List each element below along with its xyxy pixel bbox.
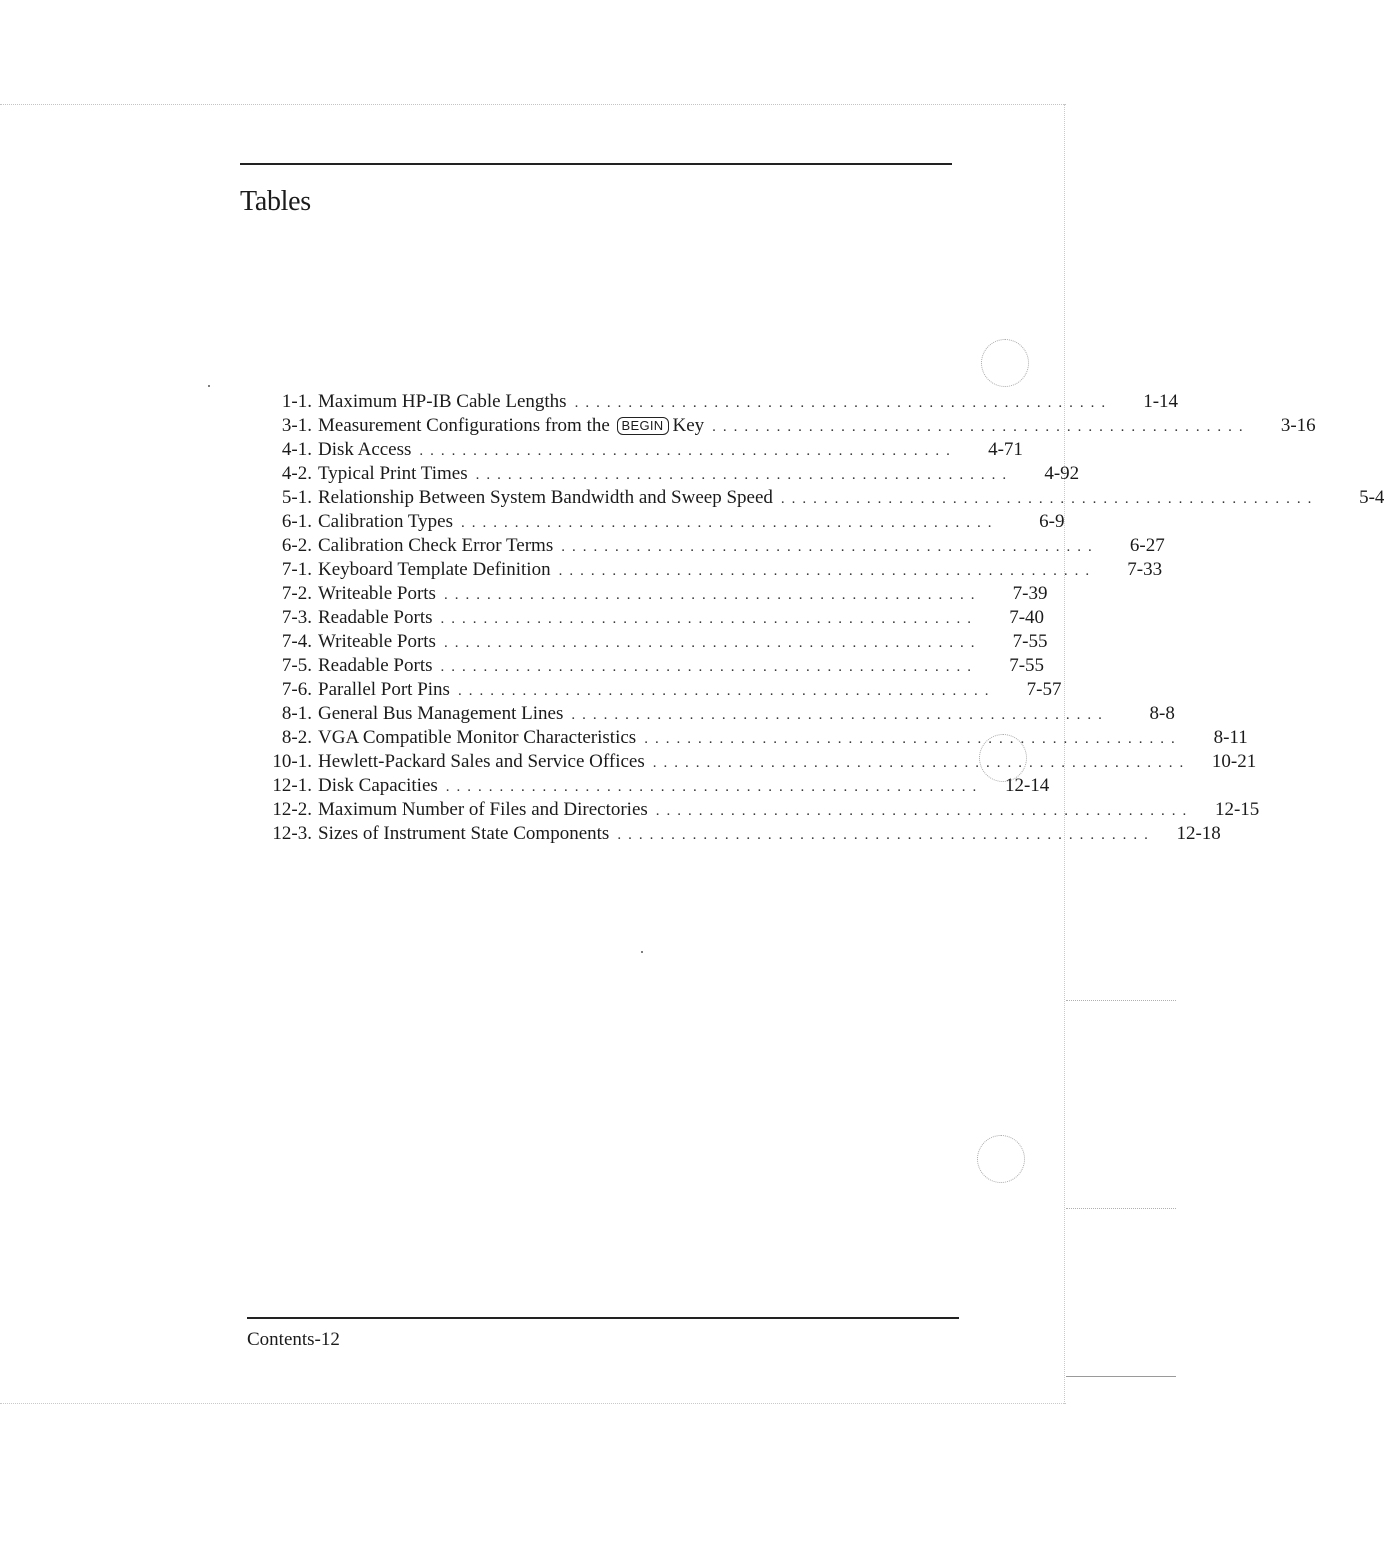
- entry-number: 1-1.: [281, 391, 312, 412]
- entry-title: General Bus Management Lines: [318, 703, 564, 724]
- entry-number: 8-2.: [281, 727, 312, 748]
- dot-leader: ..................................................: [440, 611, 979, 627]
- dot-leader: ..................................................: [445, 779, 984, 795]
- entry-title: Relationship Between System Bandwidth and Sweep Speed: [318, 487, 773, 508]
- entry-number: 8-1.: [281, 703, 312, 724]
- list-item: [262, 822, 1221, 846]
- punch-hole-icon: [981, 339, 1029, 387]
- entry-number: 5-1.: [281, 487, 312, 508]
- dot-leader: ..................................................: [644, 731, 1182, 747]
- entry-title: Sizes of Instrument State Components: [318, 823, 610, 844]
- entry-page: 7-39: [1012, 583, 1048, 604]
- entry-page: 3-16: [1280, 415, 1316, 436]
- list-item: [262, 726, 1248, 750]
- dot-leader: ..................................................: [461, 515, 999, 531]
- entry-number: 7-5.: [281, 655, 312, 676]
- list-item: [262, 630, 1048, 654]
- entry-number: 12-1.: [272, 775, 312, 796]
- entry-title: Calibration Check Error Terms: [318, 535, 554, 556]
- dot-leader: ..................................................: [443, 587, 982, 603]
- scan-side-mark: [1066, 1376, 1176, 1377]
- list-item: [262, 798, 1260, 822]
- entry-number: 6-2.: [281, 535, 312, 556]
- entry-title: Disk Capacities: [318, 775, 438, 796]
- entry-page: 7-55: [1009, 655, 1045, 676]
- entry-title: Hewlett-Packard Sales and Service Offices: [318, 751, 645, 772]
- entry-page: 4-92: [1044, 463, 1080, 484]
- entry-title: Calibration Types: [318, 511, 453, 532]
- header-rule: [240, 163, 952, 165]
- entry-page: 12-18: [1176, 823, 1221, 844]
- dot-leader: ..................................................: [457, 683, 996, 699]
- entry-title: Parallel Port Pins: [318, 679, 450, 700]
- table-list: [262, 390, 1384, 846]
- entry-title: Keyboard Template Definition: [318, 559, 551, 580]
- entry-title: Readable Ports: [318, 607, 433, 628]
- list-item: [262, 510, 1065, 534]
- dot-leader: ..................................................: [712, 419, 1250, 435]
- entry-number: 4-1.: [281, 439, 312, 460]
- dot-leader: ..................................................: [475, 467, 1014, 483]
- entry-title: Writeable Ports: [318, 583, 436, 604]
- punch-hole-icon: [977, 1135, 1025, 1183]
- entry-page: 5-4: [1359, 487, 1384, 508]
- entry-page: 10-21: [1211, 751, 1257, 772]
- entry-title: Writeable Ports: [318, 631, 436, 652]
- dot-leader: ..................................................: [558, 563, 1097, 579]
- page-footer: Contents-12: [247, 1329, 340, 1350]
- dot-leader: ..................................................: [419, 443, 957, 459]
- speck: [208, 385, 210, 387]
- begin-key-icon: BEGIN: [617, 417, 669, 435]
- entry-title: VGA Compatible Monitor Characteristics: [318, 727, 637, 748]
- dot-leader: ..................................................: [561, 539, 1099, 555]
- entry-page: 1-14: [1143, 391, 1179, 412]
- dot-leader: ..................................................: [780, 491, 1319, 507]
- list-item: [262, 678, 1062, 702]
- list-item: [262, 534, 1165, 558]
- scan-side-mark: [1066, 1000, 1176, 1001]
- entry-number: 7-1.: [281, 559, 312, 580]
- entry-page: 6-9: [1039, 511, 1065, 532]
- list-item: [262, 774, 1050, 798]
- list-item: [262, 462, 1080, 486]
- dot-leader: ..................................................: [443, 635, 982, 651]
- list-item: [262, 390, 1179, 414]
- entry-title: Typical Print Times: [318, 463, 468, 484]
- entry-page: 7-57: [1026, 679, 1062, 700]
- entry-page: 7-40: [1009, 607, 1045, 628]
- entry-title: [318, 414, 704, 438]
- entry-title: Maximum HP-IB Cable Lengths: [318, 391, 567, 412]
- entry-number: 7-6.: [281, 679, 312, 700]
- entry-title: Disk Access: [318, 439, 412, 460]
- entry-page: 12-14: [1004, 775, 1050, 796]
- scan-edge-top: [0, 104, 1066, 105]
- scan-side-mark: [1066, 1208, 1176, 1209]
- page-title: Tables: [240, 186, 311, 217]
- entry-number: 10-1.: [272, 751, 312, 772]
- entry-number: 6-1.: [281, 511, 312, 532]
- dot-leader: ..................................................: [574, 395, 1113, 411]
- entry-title: Readable Ports: [318, 655, 433, 676]
- scan-edge-bottom: [0, 1403, 1066, 1404]
- list-item: [262, 654, 1045, 678]
- entry-page: 7-33: [1127, 559, 1163, 580]
- entry-page: 8-11: [1213, 727, 1248, 748]
- entry-page: 4-71: [988, 439, 1023, 460]
- list-item: [262, 702, 1175, 726]
- entry-page: 6-27: [1129, 535, 1165, 556]
- dot-leader: ..................................................: [655, 803, 1194, 819]
- list-item: [262, 582, 1048, 606]
- list-item: [262, 438, 1023, 462]
- entry-page: 7-55: [1012, 631, 1048, 652]
- dot-leader: ..................................................: [652, 755, 1191, 771]
- dot-leader: ..................................................: [440, 659, 979, 675]
- list-item: [262, 558, 1163, 582]
- entry-title: Maximum Number of Files and Directories: [318, 799, 648, 820]
- entry-number: 7-3.: [281, 607, 312, 628]
- footer-rule: [247, 1317, 959, 1319]
- list-item: [262, 486, 1384, 510]
- dot-leader: ..................................................: [617, 827, 1155, 843]
- entry-number: 7-4.: [281, 631, 312, 652]
- dot-leader: ..................................................: [571, 707, 1109, 723]
- entry-number: 12-2.: [272, 799, 312, 820]
- list-item: [262, 750, 1257, 774]
- entry-page: 12-15: [1214, 799, 1260, 820]
- entry-number: 3-1.: [281, 415, 312, 436]
- entry-title-text: Measurement Configurations from the: [318, 415, 610, 436]
- entry-page: 8-8: [1149, 703, 1175, 724]
- speck: [641, 951, 643, 953]
- list-item: [262, 606, 1045, 630]
- entry-number: 4-2.: [281, 463, 312, 484]
- entry-number: 12-3.: [272, 823, 312, 844]
- entry-number: 7-2.: [281, 583, 312, 604]
- entry-title-text: Key: [672, 415, 705, 436]
- list-item: [262, 414, 1316, 438]
